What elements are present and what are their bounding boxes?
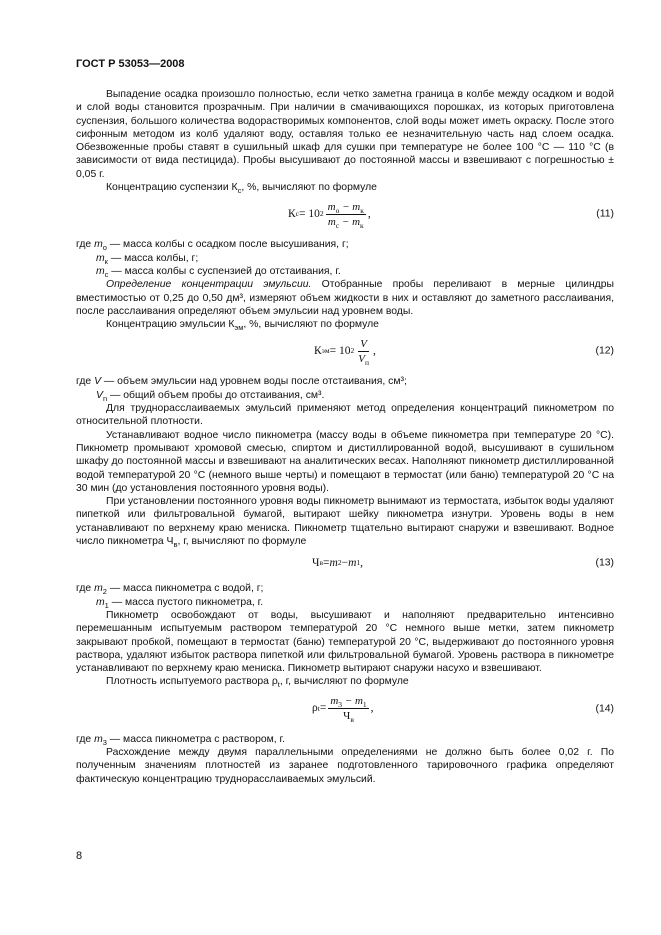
definition-m1: $m_1$ — масса пустого пикнометра, г. bbox=[96, 596, 264, 610]
standard-header: ГОСТ Р 53053—2008 bbox=[76, 58, 185, 70]
formula-14-number: (14) bbox=[595, 703, 614, 715]
paragraph-hard-emulsions: Для труднорасслаиваемых эмульсий применяют метод определения концентраций пикнометром по относительной плотности. bbox=[76, 403, 614, 428]
page-number: 8 bbox=[76, 850, 83, 862]
paragraph-fill-solution: Пикнометр освобождают от воды, высушивают и наполняют предварительно интенсивно перемешанным испытуемым раствором температурой 20 °С немного выше метки, затем пикнометр закрывают пробкой, помещают в термостат (баню) температурой 20 °С, выдерживают до постоянного уровня раствора, удаляют избыток раствора пипеткой или фильтровальной бумагой. Уровень раствора в пикнометре устанавливают по верхнему краю мениска. Пикнометр вытирают снаружи насухо и взвешивают. bbox=[76, 609, 614, 675]
formula-12: К эм = 10 2 $\frac{V}{V_п}$ , (12) bbox=[314, 337, 614, 368]
formula-14: ρ t = $\frac{m_3 - m_1}{Ч_в}$ , (14) bbox=[312, 695, 614, 725]
formula-11: К с = 10 2 $\frac{m_о - m_к}{m_с - m_к}$ , (11) bbox=[288, 200, 614, 231]
paragraph-emulsion-concentration: Концентрацию эмульсии $К_{эм}$, %, вычисляют по формуле bbox=[106, 319, 379, 333]
paragraph-emulsion-method: Определение концентрации эмульсии. Отобранные пробы переливают в мерные цилиндры вместимостью от 0,25 до 0,50 дм³, измеряют объем жидкости в них и оставляют до заметного расслаивания, после расслаивания определяют объем эмульсии над уровнем воды. bbox=[76, 279, 614, 317]
definition-mk: $m_к$ — масса колбы, г; bbox=[96, 252, 199, 266]
definition-mo: где $m_о$ — масса колбы с осадком после высушивания, г; bbox=[76, 239, 349, 253]
formula-13-number: (13) bbox=[595, 557, 614, 569]
paragraph-density: Плотность испытуемого раствора $\rho_t$, г, вычисляют по формуле bbox=[106, 676, 409, 690]
paragraph-water-number: Устанавливают водное число пикнометра (массу воды в объеме пикнометра при температуре 20 °С). Пикнометр промывают хромовой смесью, спиртом и дистиллированной водой, высушивают в сушильном шкафу до постоянной массы и взвешивают на аналитических весах. Наполняют пикнометр дистиллированной водой температурой 20 °С (немного выше черты) и помещают в термостат (или баню) температурой 20 °С на 30 мин (до установления постоянного уровня воды). bbox=[76, 429, 614, 494]
formula-11-number: (11) bbox=[596, 208, 614, 220]
formula-13: Ч в = m 2 − m 1 , (13) bbox=[312, 556, 614, 569]
paragraph-sedimentation: Выпадение осадка произошло полностью, если четко заметна граница в колбе между осадком и водой и слой воды становится прозрачным. При наличии в смачивающихся порошках, из которых приготовлена суспензия, большого количества водорастворимых компонентов, слой воды может иметь окраску. После этого сифонным методом из колб удаляют воду, оставляя только ее незначительную часть над слоем осадка. Обезвоженные пробы ставят в сушильный шкаф для сушки при температуре не более 100 °С — 110 °С (в зависимости от вида пестицида). Пробы высушивают до постоянной массы и взвешивают с погрешностью ± 0,05 г. bbox=[76, 89, 614, 180]
formula-12-number: (12) bbox=[595, 345, 614, 357]
definition-vn: $V_n$ — общий объем пробы до отстаивания, см³. bbox=[96, 389, 325, 403]
document-body bbox=[76, 88, 614, 786]
paragraph-discrepancy: Расхождение между двумя параллельными определениями не должно быть более 0,02 г. По полученным значениям плотностей из заранее подготовленного тарировочного графика определяют фактическую концентрацию труднорасслаиваемых эмульсий. bbox=[76, 746, 614, 785]
definition-m3: где $m_3$ — масса пикнометра с раствором, г. bbox=[76, 733, 285, 747]
paragraph-water-level: При установлении постоянного уровня воды пикнометр вынимают из термостата, избыток воды удаляют пипеткой или фильтровальной бумагой, вытирают шейку пикнометра изнутри. Уровень воды в нем устанавливают по верхнему краю мениска. Пикнометр тщательно вытирают снаружи и взвешивают. Водное число пикнометра $Ч_в$, г, вычисляют по формуле bbox=[76, 496, 614, 550]
paragraph-suspension-concentration: Концентрацию суспензии $К_с$, %, вычисляют по формуле bbox=[106, 182, 377, 196]
definition-v: где V — объем эмульсии над уровнем воды после отстаивания, см³; bbox=[76, 376, 407, 388]
definition-m2: где $m_2$ — масса пикнометра с водой, г; bbox=[76, 583, 264, 597]
definition-mc: $m_с$ — масса колбы с суспензией до отстаивания, г. bbox=[96, 265, 341, 280]
